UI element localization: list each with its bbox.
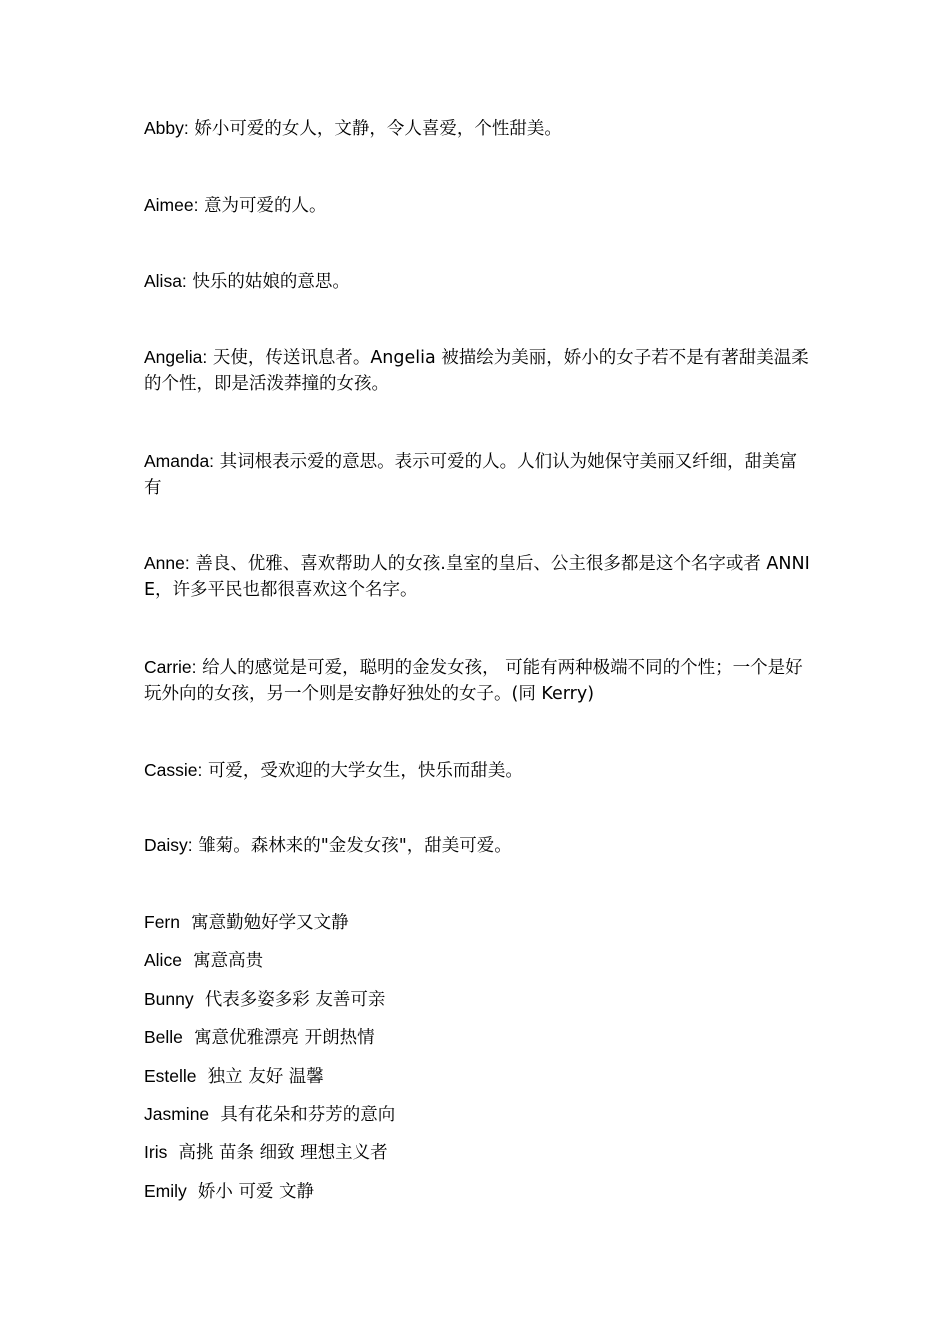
- entry-amanda: [144, 448, 810, 501]
- entry-name: Jasmine: [144, 1104, 210, 1124]
- entry-cassie: [144, 757, 810, 784]
- entry-jasmine: [144, 1101, 810, 1128]
- entry-name: Cassie:: [144, 760, 203, 780]
- entry-estelle: [144, 1063, 810, 1090]
- entry-name: Abby:: [144, 118, 189, 138]
- entry-desc: 高挑 苗条 细致 理想主义者: [178, 1143, 388, 1163]
- entry-desc: 寓意高贵: [193, 951, 264, 971]
- entry-desc: 意为可爱的人。: [204, 196, 327, 216]
- entry-desc: 雏菊。森林来的"金发女孩"，甜美可爱。: [198, 836, 512, 856]
- entry-name: Carrie:: [144, 657, 197, 677]
- entry-name: Emily: [144, 1181, 187, 1201]
- entry-alisa: [144, 268, 810, 295]
- entry-anne: [144, 550, 810, 603]
- entry-abby: [144, 115, 810, 142]
- entry-desc: 娇小可爱的女人，文静，令人喜爱，个性甜美。: [194, 119, 562, 139]
- entry-name: Alice: [144, 950, 182, 970]
- entry-name: Aimee:: [144, 195, 199, 215]
- entry-desc: 天使，传送讯息者。Angelia 被描绘为美丽，娇小的女子若不是有著甜美温柔的个性，即是活泼莽撞的女孩。: [144, 348, 809, 394]
- entry-name: Belle: [144, 1027, 183, 1047]
- entry-desc: 娇小 可爱 文静: [197, 1182, 315, 1202]
- entry-bunny: [144, 986, 810, 1013]
- entry-name: Amanda:: [144, 451, 215, 471]
- entry-iris: [144, 1139, 810, 1166]
- entry-desc: 具有花朵和芬芳的意向: [220, 1105, 396, 1125]
- entry-belle: [144, 1024, 810, 1051]
- entry-daisy: [144, 832, 810, 859]
- entry-name: Angelia:: [144, 347, 208, 367]
- entry-name: Anne:: [144, 553, 190, 573]
- entry-desc: 独立 友好 温馨: [207, 1067, 324, 1087]
- entry-name: Iris: [144, 1142, 168, 1162]
- entry-alice: [144, 947, 810, 974]
- entry-fern: [144, 909, 810, 936]
- entry-emily: [144, 1178, 810, 1205]
- entry-desc: 善良、优雅、喜欢帮助人的女孩.皇室的皇后、公主很多都是这个名字或者 ANNIE，许多平民也都很喜欢这个名字。: [144, 554, 810, 600]
- entry-desc: 代表多姿多彩 友善可亲: [204, 990, 386, 1010]
- entry-name: Bunny: [144, 989, 194, 1009]
- entry-carrie: [144, 654, 810, 707]
- entry-desc: 寓意优雅漂亮 开朗热情: [194, 1028, 375, 1048]
- entry-name: Daisy:: [144, 835, 193, 855]
- entry-name: Estelle: [144, 1066, 197, 1086]
- entry-name: Alisa:: [144, 271, 187, 291]
- entry-angelia: [144, 344, 810, 397]
- entry-desc: 可爱，受欢迎的大学女生，快乐而甜美。: [207, 761, 523, 781]
- entry-desc: 寓意勤勉好学又文静: [191, 913, 349, 933]
- entry-name: Fern: [144, 912, 180, 932]
- entry-aimee: [144, 192, 810, 219]
- entry-desc: 给人的感觉是可爱，聪明的金发女孩， 可能有两种极端不同的个性；一个是好玩外向的女孩，另一个则是安静好独处的女子。(同 Kerry): [144, 658, 803, 704]
- entry-desc: 其词根表示爱的意思。表示可爱的人。人们认为她保守美丽又纤细，甜美富有: [144, 452, 798, 498]
- entry-desc: 快乐的姑娘的意思。: [192, 272, 350, 292]
